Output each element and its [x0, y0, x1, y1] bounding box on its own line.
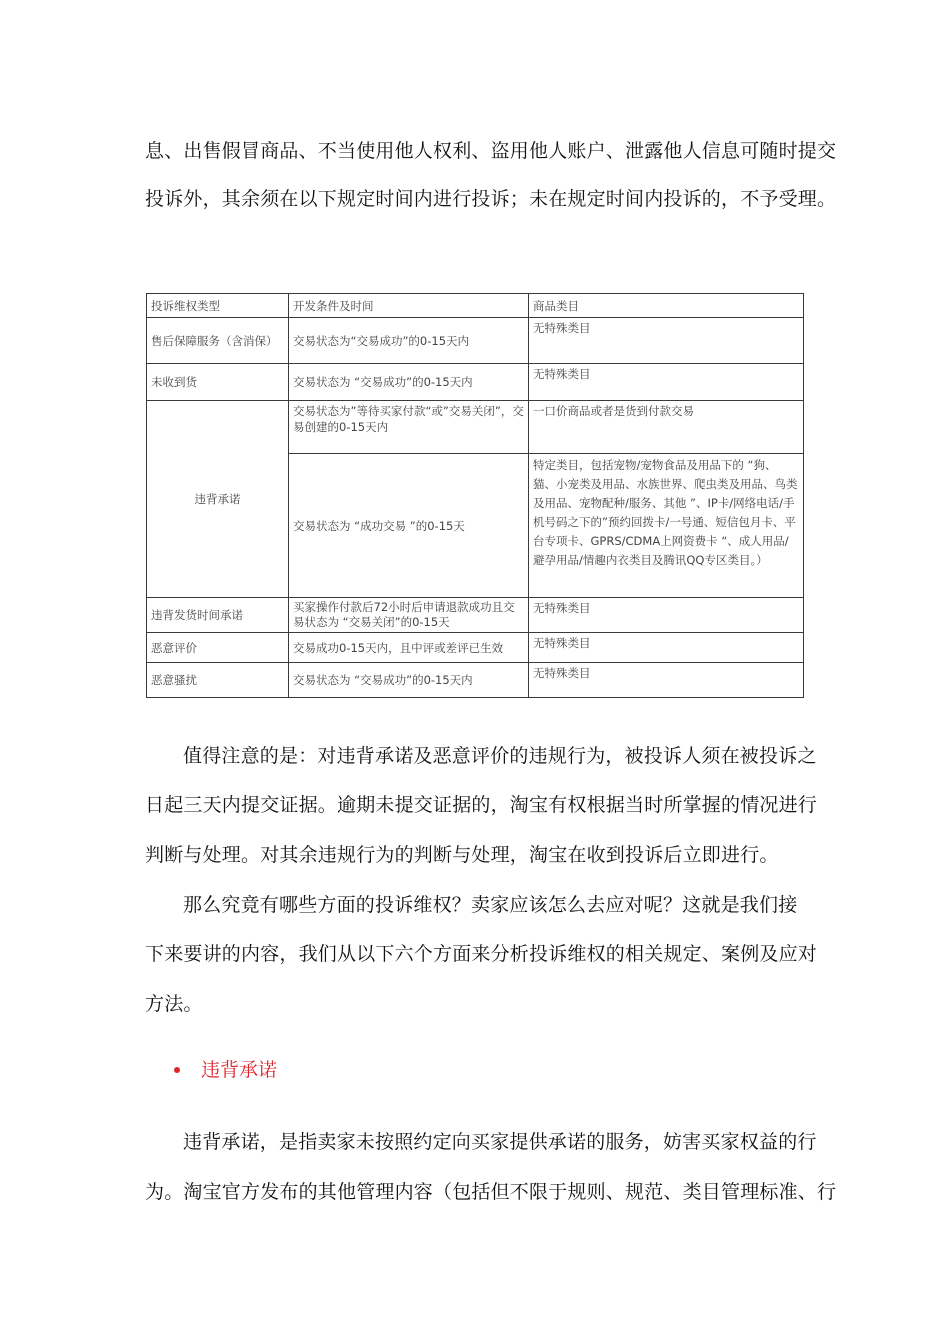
note-line-1: 值得注意的是：对违背承诺及恶意评价的违规行为，被投诉人须在被投诉之: [183, 745, 817, 767]
question-line-2: 下来要讲的内容，我们从以下六个方面来分析投诉维权的相关规定、案例及应对: [145, 943, 818, 965]
table-cell-condition: 交易状态为 “交易成功”的0-15天内: [288, 662, 529, 698]
bullet-icon: [174, 1067, 180, 1073]
table-cell-category: 无特殊类目: [528, 662, 804, 698]
intro-line-2: 投诉外，其余须在以下规定时间内进行投诉；未在规定时间内投诉的，不予受理。: [145, 188, 837, 210]
table-cell-type: 未收到货: [146, 363, 289, 401]
table-header-type: 投诉维权类型: [146, 293, 289, 318]
table-cell-category: 特定类目，包括宠物/宠物食品及用品下的 “狗、猫、小宠类及用品、水族世界、爬虫类及用品、鸟类及用品、宠物配种/服务、其他 ”、IP卡/网络电话/手机号码之下的”预约回拨卡/一号通、短信包月卡、平台专项卡、GPRS/CDMA上网资费卡 “、成人用品/避孕用品/情趣内衣类目及腾讯QQ专区类目。）: [528, 453, 804, 598]
table-cell-category: 无特殊类目: [528, 317, 804, 364]
intro-line-1: 息、出售假冒商品、不当使用他人权利、盗用他人账户、泄露他人信息可随时提交: [145, 140, 837, 162]
table-cell-condition: 交易状态为“交易成功”的0-15天内: [288, 317, 529, 364]
table-cell-category: 无特殊类目: [528, 597, 804, 633]
table-cell-condition: 交易状态为”等待买家付款“或”交易关闭”，交易创建的0-15天内: [288, 400, 529, 454]
table-cell-condition: 交易状态为 “成功交易 ”的0-15天: [288, 453, 529, 598]
table-header-condition: 开发条件及时间: [288, 293, 529, 318]
note-line-3: 判断与处理。对其余违规行为的判断与处理，淘宝在收到投诉后立即进行。: [145, 844, 779, 866]
note-line-2: 日起三天内提交证据。逾期未提交证据的，淘宝有权根据当时所掌握的情况进行: [145, 794, 818, 816]
table-cell-category: 一口价商品或者是货到付款交易: [528, 400, 804, 454]
table-cell-type: 违背发货时间承诺: [146, 597, 289, 633]
question-line-3: 方法。: [145, 993, 203, 1015]
table-cell-type: 违背承诺: [146, 400, 289, 598]
table-cell-condition: 交易状态为 “交易成功”的0-15天内: [288, 363, 529, 401]
definition-line-2: 为。淘宝官方发布的其他管理内容（包括但不限于规则、规范、类目管理标准、行: [145, 1181, 837, 1203]
section-heading-bullet: 违背承诺: [201, 1059, 278, 1081]
complaint-table: [146, 293, 804, 698]
table-cell-category: 无特殊类目: [528, 632, 804, 663]
table-cell-category: 无特殊类目: [528, 363, 804, 401]
table-cell-type: 售后保障服务（含消保）: [146, 317, 289, 364]
definition-line-1: 违背承诺，是指卖家未按照约定向买家提供承诺的服务，妨害买家权益的行: [183, 1131, 817, 1153]
table-cell-type: 恶意评价: [146, 632, 289, 663]
question-line-1: 那么究竟有哪些方面的投诉维权？卖家应该怎么去应对呢？这就是我们接: [183, 894, 798, 916]
table-cell-condition: 买家操作付款后72小时后申请退款成功且交易状态为 “交易关闭”的0-15天: [288, 597, 529, 633]
table-cell-type: 恶意骚扰: [146, 662, 289, 698]
table-cell-condition: 交易成功0-15天内，且中评或差评已生效: [288, 632, 529, 663]
table-header-category: 商品类目: [528, 293, 804, 318]
